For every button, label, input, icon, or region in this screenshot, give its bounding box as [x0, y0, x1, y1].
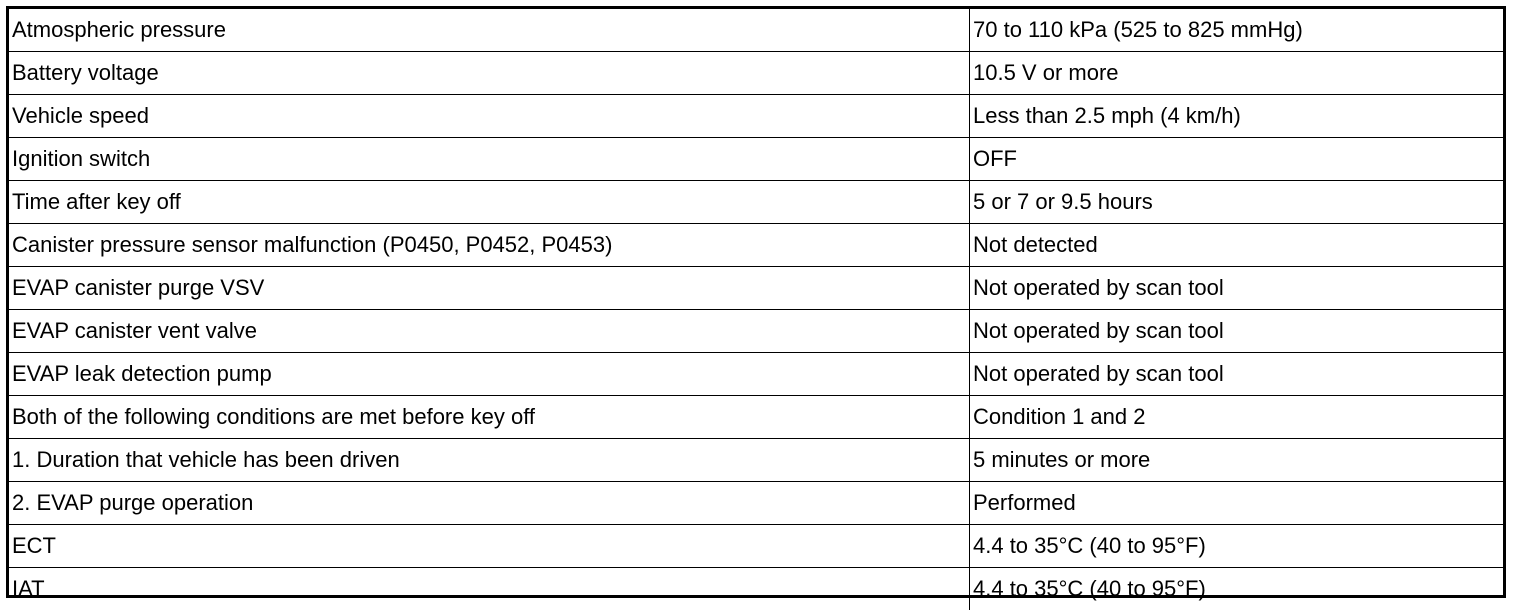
condition-spec-cell: 70 to 110 kPa (525 to 825 mmHg) [970, 9, 1504, 52]
table-row [9, 310, 1503, 353]
condition-item-cell: IAT [9, 568, 970, 610]
condition-item-cell: EVAP canister vent valve [9, 310, 970, 353]
table-row [9, 138, 1503, 181]
condition-item-cell: Ignition switch [9, 138, 970, 181]
conditions-table [9, 9, 1503, 610]
condition-item-cell: Battery voltage [9, 52, 970, 95]
conditions-table-body [9, 9, 1503, 610]
table-row [9, 267, 1503, 310]
condition-item-cell: 2. EVAP purge operation [9, 482, 970, 525]
table-row [9, 439, 1503, 482]
table-row [9, 181, 1503, 224]
condition-spec-cell: 4.4 to 35°C (40 to 95°F) [970, 525, 1504, 568]
condition-item-cell: 1. Duration that vehicle has been driven [9, 439, 970, 482]
table-row [9, 482, 1503, 525]
condition-spec-cell: Condition 1 and 2 [970, 396, 1504, 439]
table-row [9, 224, 1503, 267]
condition-spec-cell: 10.5 V or more [970, 52, 1504, 95]
condition-item-cell: EVAP leak detection pump [9, 353, 970, 396]
condition-item-cell: Canister pressure sensor malfunction (P0450, P0452, P0453) [9, 224, 970, 267]
table-row [9, 52, 1503, 95]
condition-spec-cell: OFF [970, 138, 1504, 181]
table-row [9, 95, 1503, 138]
condition-spec-cell: Not operated by scan tool [970, 267, 1504, 310]
condition-item-cell: Time after key off [9, 181, 970, 224]
table-row [9, 396, 1503, 439]
condition-item-cell: Both of the following conditions are met before key off [9, 396, 970, 439]
condition-spec-cell: Performed [970, 482, 1504, 525]
condition-spec-cell: Not operated by scan tool [970, 310, 1504, 353]
table-row [9, 353, 1503, 396]
condition-spec-cell: Not operated by scan tool [970, 353, 1504, 396]
condition-item-cell: Vehicle speed [9, 95, 970, 138]
condition-spec-cell: Less than 2.5 mph (4 km/h) [970, 95, 1504, 138]
condition-item-cell: ECT [9, 525, 970, 568]
table-row [9, 568, 1503, 610]
condition-spec-cell: Not detected [970, 224, 1504, 267]
condition-item-cell: Atmospheric pressure [9, 9, 970, 52]
condition-spec-cell: 4.4 to 35°C (40 to 95°F) [970, 568, 1504, 610]
conditions-table-frame [6, 6, 1506, 598]
condition-spec-cell: 5 or 7 or 9.5 hours [970, 181, 1504, 224]
table-row [9, 9, 1503, 52]
table-row [9, 525, 1503, 568]
condition-spec-cell: 5 minutes or more [970, 439, 1504, 482]
condition-item-cell: EVAP canister purge VSV [9, 267, 970, 310]
